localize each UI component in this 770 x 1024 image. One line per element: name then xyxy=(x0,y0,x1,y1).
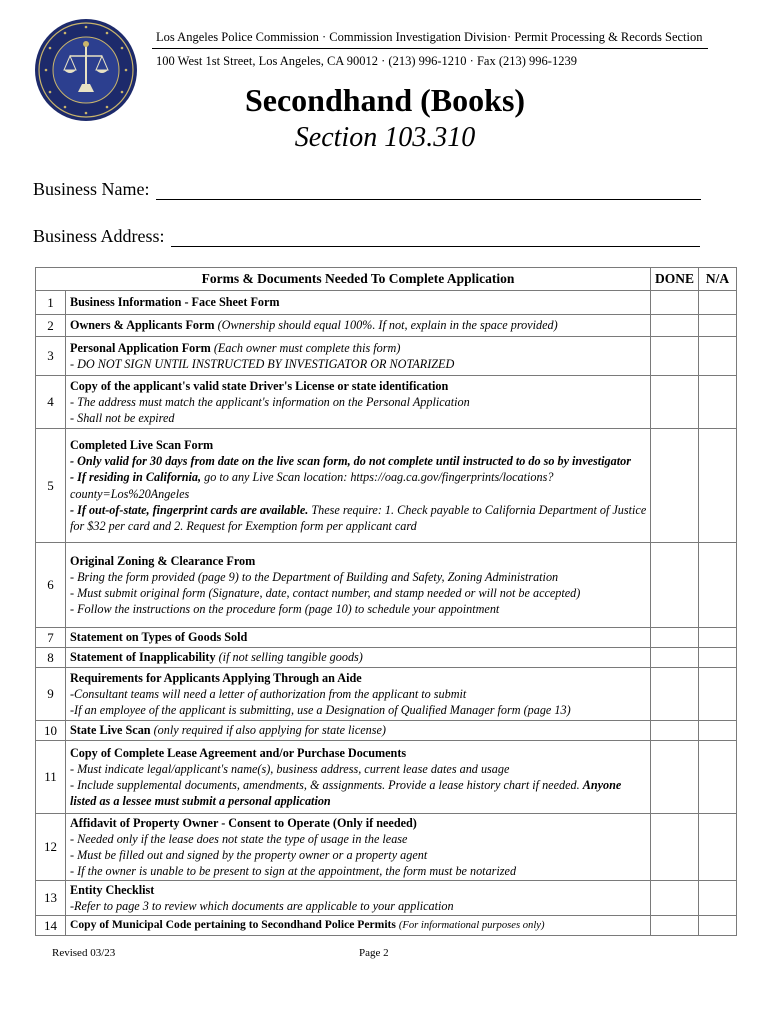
page-subtitle: Section 103.310 xyxy=(294,122,476,153)
row-description xyxy=(66,291,651,315)
table-row xyxy=(36,628,737,648)
na-checkbox[interactable] xyxy=(699,648,737,668)
row-detail: - Must submit original form (Signature, date, contact number, and stamp needed or will not be accepted) xyxy=(70,586,581,600)
business-name-field[interactable] xyxy=(33,179,701,200)
done-checkbox[interactable] xyxy=(651,429,699,543)
table-row xyxy=(36,376,737,429)
done-checkbox[interactable] xyxy=(651,814,699,881)
header-divider xyxy=(152,48,708,49)
na-checkbox[interactable] xyxy=(699,429,737,543)
table-row xyxy=(36,315,737,337)
table-row xyxy=(36,337,737,376)
page-title: Secondhand (Books) xyxy=(244,82,526,118)
done-checkbox[interactable] xyxy=(651,628,699,648)
row-detail-emphasis: - If out-of-state, fingerprint cards are available. xyxy=(70,502,309,517)
row-description xyxy=(66,648,651,668)
na-checkbox[interactable] xyxy=(699,376,737,429)
table-row xyxy=(36,429,737,543)
row-number: 8 xyxy=(36,648,66,668)
table-row xyxy=(36,814,737,881)
row-note: (only required if also applying for state license) xyxy=(153,723,386,738)
row-detail: - DO NOT SIGN UNTIL INSTRUCTED BY INVESTIGATOR OR NOTARIZED xyxy=(70,357,455,371)
na-header: N/A xyxy=(699,268,737,291)
row-description xyxy=(66,337,651,376)
row-description xyxy=(66,881,651,916)
done-checkbox[interactable] xyxy=(651,648,699,668)
row-note: (Ownership should equal 100%. If not, explain in the space provided) xyxy=(217,318,558,333)
row-number: 13 xyxy=(36,881,66,916)
done-checkbox[interactable] xyxy=(651,315,699,337)
row-detail: - Must indicate legal/applicant's name(s), business address, current lease dates and usage xyxy=(70,761,510,776)
row-number: 11 xyxy=(36,741,66,814)
row-note: (For informational purposes only) xyxy=(398,919,545,931)
done-checkbox[interactable] xyxy=(651,337,699,376)
na-checkbox[interactable] xyxy=(699,916,737,936)
row-title: Statement on Types of Goods Sold xyxy=(70,630,248,645)
table-row xyxy=(36,721,737,741)
row-description xyxy=(66,741,651,814)
done-checkbox[interactable] xyxy=(651,741,699,814)
na-checkbox[interactable] xyxy=(699,668,737,721)
row-detail: go to any Live Scan location: https://oag.ca.gov/fingerprints/locations?county=Los%20Angeles xyxy=(70,470,554,501)
row-detail: - Bring the form provided (page 9) to the Department of Building and Safety, Zoning Administration xyxy=(70,569,559,584)
table-row xyxy=(36,916,737,936)
row-number: 5 xyxy=(36,429,66,543)
header-address-line: 100 West 1st Street, Los Angeles, CA 90012 · (213) 996-1210 · Fax (213) 996-1239 xyxy=(156,54,577,68)
row-title: Requirements for Applicants Applying Through an Aide xyxy=(70,670,362,685)
row-detail-emphasis: Anyone listed as a lessee must submit a personal application xyxy=(70,778,622,809)
na-checkbox[interactable] xyxy=(699,628,737,648)
table-row xyxy=(36,881,737,916)
row-title: Owners & Applicants Form xyxy=(70,318,215,333)
row-note: (Each owner must complete this form) xyxy=(213,340,401,355)
business-address-blank[interactable] xyxy=(171,228,700,247)
done-checkbox[interactable] xyxy=(651,916,699,936)
business-address-field[interactable] xyxy=(33,226,700,247)
done-checkbox[interactable] xyxy=(651,668,699,721)
row-number: 3 xyxy=(36,337,66,376)
table-row xyxy=(36,291,737,315)
row-note: (if not selling tangible goods) xyxy=(218,650,363,665)
row-number: 12 xyxy=(36,814,66,881)
table-row xyxy=(36,648,737,668)
row-number: 7 xyxy=(36,628,66,648)
row-description xyxy=(66,814,651,881)
na-checkbox[interactable] xyxy=(699,881,737,916)
row-detail: - Only valid for 30 days from date on the live scan form, do not complete until instructed to do so by investigator xyxy=(70,454,631,469)
done-checkbox[interactable] xyxy=(651,376,699,429)
na-checkbox[interactable] xyxy=(699,741,737,814)
row-description xyxy=(66,429,651,543)
row-description xyxy=(66,628,651,648)
row-title: Entity Checklist xyxy=(70,882,155,897)
row-number: 14 xyxy=(36,916,66,936)
row-title: Affidavit of Property Owner - Consent to Operate (Only if needed) xyxy=(70,815,417,830)
row-description xyxy=(66,376,651,429)
table-header-row xyxy=(36,268,737,291)
na-checkbox[interactable] xyxy=(699,315,737,337)
row-detail: -Consultant teams will need a letter of authorization from the applicant to submit xyxy=(70,686,467,701)
done-header: DONE xyxy=(651,268,699,291)
table-row xyxy=(36,543,737,628)
done-checkbox[interactable] xyxy=(651,543,699,628)
row-title: Copy of Complete Lease Agreement and/or Purchase Documents xyxy=(70,745,407,760)
row-number: 4 xyxy=(36,376,66,429)
row-description xyxy=(66,315,651,337)
revision-note: Revised 03/23 xyxy=(52,947,116,959)
row-title: Original Zoning & Clearance From xyxy=(70,553,256,568)
row-detail: - Needed only if the lease does not state the type of usage in the lease xyxy=(70,831,408,846)
row-number: 2 xyxy=(36,315,66,337)
row-detail-emphasis: - If residing in California, xyxy=(70,470,202,485)
business-address-label: Business Address: xyxy=(33,226,165,246)
na-checkbox[interactable] xyxy=(699,721,737,741)
row-description xyxy=(66,916,651,936)
row-detail: - Follow the instructions on the procedure form (page 10) to schedule your appointment xyxy=(70,602,500,617)
na-checkbox[interactable] xyxy=(699,337,737,376)
row-title: Completed Live Scan Form xyxy=(70,437,214,452)
page-number: Page 2 xyxy=(359,947,389,959)
row-title: Business Information - Face Sheet Form xyxy=(70,295,280,310)
na-checkbox[interactable] xyxy=(699,291,737,315)
row-title: Copy of the applicant's valid state Driver's License or state identification xyxy=(70,378,449,393)
row-description xyxy=(66,721,651,741)
row-title: State Live Scan xyxy=(70,723,151,738)
row-number: 1 xyxy=(36,291,66,315)
row-detail: -Refer to page 3 to review which documents are applicable to your application xyxy=(70,899,454,913)
table-row xyxy=(36,741,737,814)
row-description xyxy=(66,543,651,628)
done-checkbox[interactable] xyxy=(651,721,699,741)
requirements-table xyxy=(35,267,737,936)
row-detail: - The address must match the applicant's information on the Personal Application xyxy=(70,394,470,409)
row-number: 10 xyxy=(36,721,66,741)
row-detail: - Include supplemental documents, amendments, & assignments. Provide a lease history chart if needed. xyxy=(70,778,580,792)
row-description xyxy=(66,668,651,721)
row-title: Statement of Inapplicability xyxy=(70,650,216,665)
done-checkbox[interactable] xyxy=(651,881,699,916)
row-title: Personal Application Form xyxy=(70,340,211,355)
forms-header: Forms & Documents Needed To Complete Application xyxy=(36,268,651,291)
business-name-label: Business Name: xyxy=(33,179,150,199)
na-checkbox[interactable] xyxy=(699,543,737,628)
business-name-blank[interactable] xyxy=(156,181,701,200)
row-detail: - Must be filled out and signed by the property owner or a property agent xyxy=(70,848,428,862)
header-agency-line: Los Angeles Police Commission · Commission Investigation Division· Permit Processing & Records Section xyxy=(156,30,703,44)
row-detail: These require: 1. Check payable to California Department of Justice for $32 per card and 2. Request for Exemption form per applicant card xyxy=(70,502,647,533)
row-number: 6 xyxy=(36,543,66,628)
done-checkbox[interactable] xyxy=(651,291,699,315)
row-detail: - If the owner is unable to be present to sign at the appointment, the form must be notarized xyxy=(70,864,517,879)
na-checkbox[interactable] xyxy=(699,814,737,881)
row-number: 9 xyxy=(36,668,66,721)
row-detail: -If an employee of the applicant is submitting, use a Designation of Qualified Manager form (page 13) xyxy=(70,703,571,718)
row-detail: - Shall not be expired xyxy=(70,411,175,426)
row-title: Copy of Municipal Code pertaining to Secondhand Police Permits xyxy=(70,917,396,931)
table-row xyxy=(36,668,737,721)
